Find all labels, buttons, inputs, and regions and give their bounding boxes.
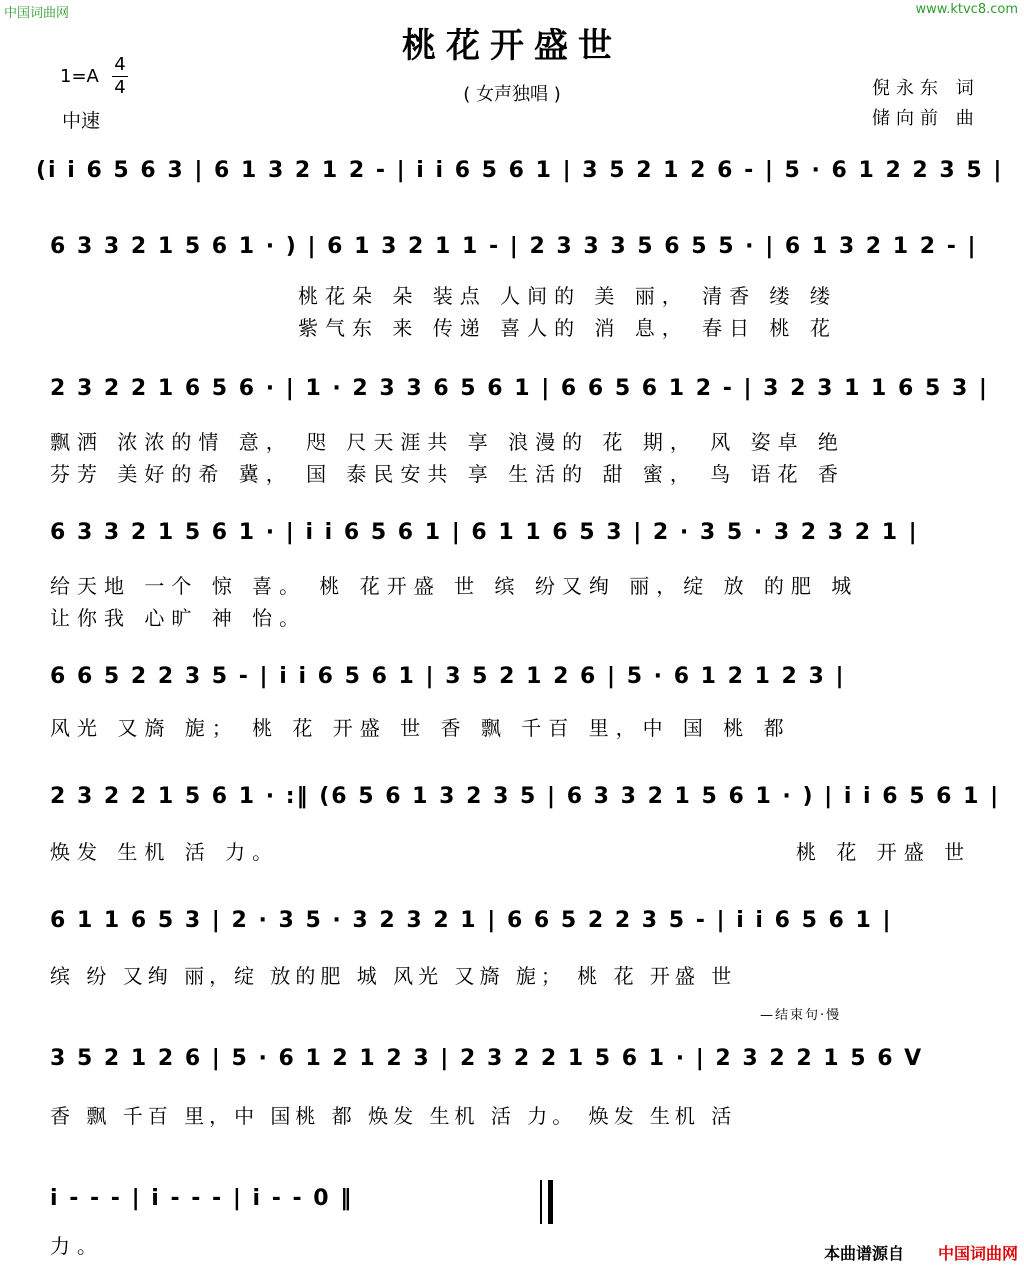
ending-phrase-mark: —结束句·慢 [760,1008,842,1023]
lyric-row-6: 焕发 生机 活 力。 [50,840,280,864]
lyric-row-6-right: 桃 花 开盛 世 [796,840,972,864]
final-barline [540,1180,553,1224]
notation-row-4: 6 3 3 2 1 5 6 1 · | i i 6 5 6 1 | 6 1 1 6 5 3 | 2 · 3 5 · 3 2 3 2 1 | [50,520,919,545]
lyric-row-3-verse-1: 飘洒 浓浓的情 意， 咫 尺天涯共 享 浪漫的 花 期， 风 姿卓 绝 [50,430,845,454]
notation-row-5: 6 6 5 2 2 3 5 - | i i 6 5 6 1 | 3 5 2 1 2 6 | 5 · 6 1 2 1 2 3 | [50,664,846,689]
notation-row-7: 6 1 1 6 5 3 | 2 · 3 5 · 3 2 3 2 1 | 6 6 5 2 2 3 5 - | i i 6 5 6 1 | [50,908,893,933]
song-subtitle: ( 女声独唱 ) [463,84,561,105]
footer-source-site: 中国词曲网 [937,1244,1018,1263]
notation-row-9: i - - - | i - - - | i - - 0 ‖ [50,1186,354,1211]
lyric-row-2-verse-2: 紫气东 来 传递 喜人的 消 息， 春日 桃 花 [298,316,837,340]
tempo-mark: 中速 [62,110,101,132]
footer-source-label: 本曲谱源自 [823,1244,904,1263]
site-url-right: www.ktvc8.com [915,2,1018,17]
key-signature: 1=A [60,66,99,87]
notation-row-6: 2 3 2 2 1 5 6 1 · :‖ (6 5 6 1 3 2 3 5 | 6 3 3 2 1 5 6 1 · ) | i i 6 5 6 1 | [50,784,1001,809]
notation-row-2: 6 3 3 2 1 5 6 1 · ) | 6 1 3 2 1 1 - | 2 3 3 3 5 6 5 5 · | 6 1 3 2 1 2 - | [50,234,978,259]
notation-row-1: (i i 6 5 6 3 | 6 1 3 2 1 2 - | i i 6 5 6 1 | 3 5 2 1 2 6 - | 5 · 6 1 2 2 3 5 | [36,158,1004,183]
lyricist-credit: 倪永东 词 [872,78,980,99]
time-top: 4 [114,54,126,75]
site-logo-left: 中国词曲网 [4,6,70,21]
lyric-row-4-verse-1: 给天地 一个 惊 喜。 桃 花开盛 世 缤 纷又绚 丽，绽 放 的肥 城 [50,574,859,598]
lyric-row-3-verse-2: 芬芳 美好的希 冀， 国 泰民安共 享 生活的 甜 蜜， 鸟 语花 香 [50,462,845,486]
time-bottom: 4 [114,77,126,98]
lyric-row-4-verse-2: 让你我 心旷 神 怡。 [50,606,307,630]
notation-row-3: 2 3 2 2 1 6 5 6 · | 1 · 2 3 3 6 5 6 1 | 6 6 5 6 1 2 - | 3 2 3 1 1 6 5 3 | [50,376,989,401]
composer-credit: 储向前 曲 [872,108,980,129]
notation-row-8: 3 5 2 1 2 6 | 5 · 6 1 2 1 2 3 | 2 3 2 2 1 5 6 1 · | 2 3 2 2 1 5 6 V [50,1046,924,1071]
lyric-row-9: 力。 [50,1234,104,1258]
lyric-row-8: 香 飘 千百 里，中 国桃 都 焕发 生机 活 力。 焕发 生机 活 [50,1104,737,1128]
song-title: 桃花开盛世 [402,26,622,66]
lyric-row-7: 缤 纷 又绚 丽，绽 放的肥 城 风光 又旖 旎； 桃 花 开盛 世 [50,964,737,988]
lyric-row-2-verse-1: 桃花朵 朵 装点 人间的 美 丽， 清香 缕 缕 [298,284,837,308]
lyric-row-5: 风光 又旖 旎； 桃 花 开盛 世 香 飘 千百 里，中 国 桃 都 [50,716,791,740]
